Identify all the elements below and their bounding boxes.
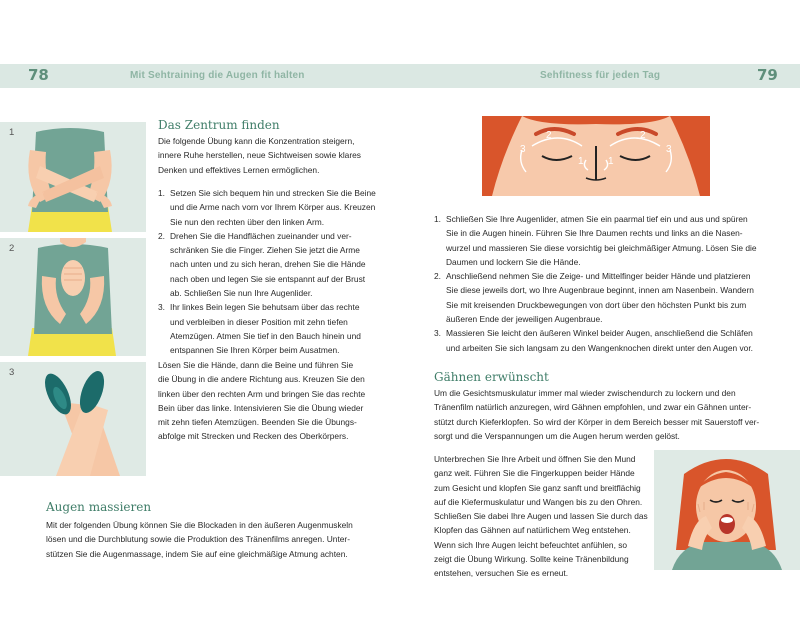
running-header [0,64,800,88]
arrow-label: 2 [546,130,552,141]
list-item: 2. Drehen Sie die Handflächen zueinander und ver- schränken Sie die Finger. Ziehen Sie jetzt die Arme nach unten und zu sich heran, drehen Sie die Hände nach oben und legen Sie sie entspannt auf der Brust ab. Schließen Sie nun Ihre Augenlider. [158,230,366,299]
list-item: 2. Anschließend nehmen Sie die Zeige- und Mittelfinger beider Hände und platzieren Sie diese jeweils dort, wo Ihre Augenbraue beginnt, innen am Nasenbein. Wandern Sie mit kreisenden Druckbewegungen von dort über den höchsten Punkt bis zum äußeren Ende der jeweiligen Augenbraue. [434,271,754,325]
gaehnen-body: Unterbrechen Sie Ihre Arbeit und öffnen Sie den Mund ganz weit. Führen Sie die Fingerkuppen beider Hände zum Gesicht und klopfen Sie ganz sanft und breitflächig auf die Kiefermuskulatur und Wangen bis zu den Ohren. Schließen Sie dabei Ihre Augen und lassen Sie durch das Klopfen das Gähnen auf natürlichem Weg entstehen. Wenn sich Ihre Augen leicht befeuchtet anfühlen, so zeigt die Übung Wirkung. Sollte keine Tränenbildung entstehen, versuchen Sie es erneut. [434,454,648,579]
list-item: 3. Massieren Sie leicht den äußeren Winkel beider Augen, anschließend die Schläfen und arbeiten Sie sich langsam zu den Wangenknochen direkt unter den Augen vor. [434,328,753,353]
right-page-number: 79 [757,66,778,84]
section-title-massage: Augen massieren [46,500,152,514]
zentrum-intro: Die folgende Übung kann die Konzentration steigern, innere Ruhe herstellen, neue Sichtweisen sowie klares Denken und effektives Lernen ermöglichen. [158,136,361,175]
list-item: 1. Schließen Sie Ihre Augenlider, atmen Sie ein paarmal tief ein und aus und spüren Sie in die Augen hinein. Führen Sie Ihre Daumen rechts und links an die Nasen- wurzel und massieren Sie diese vorsichtig bei gleichmäßiger Atmung. Lösen Sie die Daumen und lockern Sie die Hände. [434,214,757,267]
list-item: 1. Setzen Sie sich bequem hin und strecken Sie die Beine und die Arme nach vorn vor Ihrem Körper aus. Kreuzen Sie nun den rechten über den linken Arm. [158,188,376,227]
crossed-legs-illustration [0,362,146,476]
massage-steps [434,212,766,355]
woman-clasped-hands-illustration [0,238,146,356]
section-title-zentrum: Das Zentrum finden [158,118,280,132]
gaehnen-intro: Um die Gesichtsmuskulatur immer mal wieder zwischendurch zu lockern und den Tränenfilm natürlich anzuregen, wird Gähnen empfohlen, und zwar ein Gähnen unter- stützt durch Kieferklopfen. So wird der Körper in dem Bereich besser mit Sauerstoff ver- sorgt und die Verspannungen um die Augen herum werden gelöst. [434,388,760,441]
list-item: 3. Ihr linkes Bein legen Sie behutsam über das rechte und verbleiben in dieser Position mit zehn tiefen Atemzügen. Atmen Sie tief in den Bauch hinein und entspannen Sie Ihren Körper beim Ausatmen. [158,302,361,356]
massage-intro: Mit der folgenden Übung können Sie die Blockaden in den äußeren Augenmuskeln lösen und die Durchblutung sowie die Produktion des Tränenfilms anregen. Unter- stützen Sie die Augenmassage, indem Sie auf eine gleichmäßige Atmung achten. [46,520,353,559]
face-massage-illustration [482,116,710,196]
arrow-label: 1 [608,156,614,167]
right-running-title: Sehfitness für jeden Tag [540,70,661,81]
figure-3 [0,362,146,476]
left-running-title: Mit Sehtraining die Augen fit halten [130,70,305,81]
zentrum-outro: Lösen Sie die Hände, dann die Beine und führen Sie die Übung in die andere Richtung aus. Kreuzen Sie den linken über den rechten Arm und bringen Sie das rechte Bein über das linke. Intensivieren Sie die Übung wieder mit zehn tiefen Atemzügen. Beenden Sie die Übungs- abfolge mit Strecken und Recken des Oberkörpers. [158,360,366,442]
left-page-number: 78 [28,66,49,84]
woman-yawning-illustration [654,450,800,570]
woman-crossed-arms-illustration [0,122,146,232]
arrow-label: 3 [666,144,672,155]
figure-number: 2 [9,243,15,254]
arrow-label: 3 [520,144,526,155]
arrow-label: 2 [640,130,646,141]
yawning-figure [654,450,800,570]
section-title-gaehnen: Gähnen erwünscht [434,370,549,384]
arrow-label: 1 [578,156,584,167]
zentrum-steps [158,186,380,358]
figure-1 [0,122,146,232]
figure-2 [0,238,146,356]
face-massage-figure [482,116,710,196]
figure-number: 3 [9,367,15,378]
figure-number: 1 [9,127,15,138]
